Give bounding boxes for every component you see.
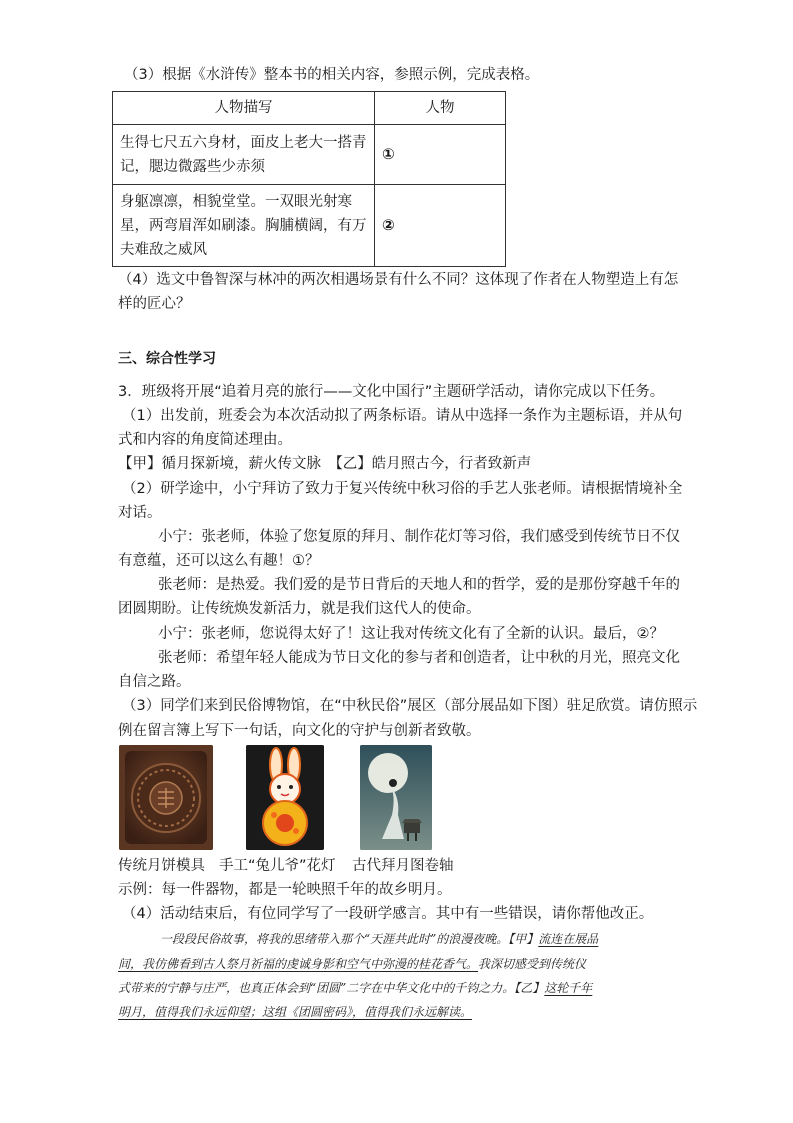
- dialogue-line: 张老师：是热爱。我们爱的是节日背后的天地人和的哲学，爱的是那份穿越千年的: [158, 577, 680, 593]
- description-line: 生得七尺五六身材，面皮上老大一搭青: [120, 134, 367, 151]
- rabbit-lantern-icon: [246, 745, 324, 850]
- dialogue-line: 有意蕴，还可以这么有趣！①？: [118, 553, 320, 569]
- dialogue-line: 小宁：张老师，您说得太好了！这让我对传统文化有了全新的认识。最后，②？: [158, 626, 664, 642]
- essay-segment: 式带来的宁静与庄严，也真正体会到“团圆”二字在中华文化中的千钧之力。【乙】: [118, 981, 545, 995]
- essay-underlined-segment: 间，我仿佛看到古人祭月祈福的虔诚身影和空气中弥漫的桂花香气。: [118, 957, 479, 971]
- caption-moon-scroll: 古代拜月图卷轴: [352, 858, 454, 874]
- essay-line: [118, 1006, 472, 1018]
- task-2-line: 对话。: [118, 505, 162, 521]
- description-line: 记，腮边微露些少赤须: [120, 158, 265, 175]
- table-row: [113, 125, 506, 185]
- table-header-character: 人物: [375, 92, 506, 125]
- moon-worship-scroll-icon: [360, 745, 432, 850]
- table-header-description: 人物描写: [113, 92, 375, 125]
- moon-worship-scroll-image: [360, 745, 432, 850]
- task-1-line: （1）出发前，班委会为本次活动拟了两条标语。请从中选择一条作为主题标语，并从句: [122, 408, 683, 424]
- question-4-line: （4）选文中鲁智深与林冲的两次相遇场景有什么不同？这体现了作者在人物塑造上有怎: [118, 272, 679, 288]
- essay-line: [118, 958, 586, 970]
- caption-rabbit-lantern: 手工“兔儿爷”花灯: [219, 858, 336, 874]
- caption-mooncake-mold: 传统月饼模具: [118, 858, 205, 874]
- question-intro: 3．班级将开展“追着月亮的旅行——文化中国行”主题研学活动，请你完成以下任务。: [118, 384, 665, 400]
- character-table: [112, 91, 506, 267]
- description-cell: [113, 185, 375, 267]
- dialogue-line: 张老师：希望年轻人能成为节日文化的参与者和创造者，让中秋的月光，照亮文化: [158, 650, 680, 666]
- essay-segment: 一段段民俗故事，将我的思绪带入那个“天涯共此时”的浪漫夜晚。【甲】: [160, 932, 539, 946]
- essay-underlined-segment: 这轮千年: [544, 981, 593, 995]
- dialogue-line: 自信之路。: [118, 674, 191, 690]
- mooncake-mold-image: [119, 745, 213, 850]
- blank-marker: ①: [382, 145, 395, 163]
- question-3-heading: （3）根据《水浒传》整本书的相关内容，参照示例，完成表格。: [124, 67, 540, 83]
- dialogue-line: 小宁：张老师，体验了您复原的拜月、制作花灯等习俗，我们感受到传统节日不仅: [158, 529, 680, 545]
- task-1-line: 式和内容的角度简述理由。: [118, 432, 292, 448]
- description-line: 身躯凛凛，相貌堂堂。一双眼光射寒: [120, 193, 352, 210]
- description-cell: [113, 125, 375, 185]
- answer-blank-1[interactable]: [375, 125, 506, 185]
- table-header-row: [113, 92, 506, 125]
- table-row: [113, 185, 506, 267]
- task-2-line: （2）研学途中，小宁拜访了致力于复兴传统中秋习俗的手艺人张老师。请根据情境补全: [122, 481, 683, 497]
- essay-underlined-segment: 流连在展品: [538, 932, 599, 946]
- essay-line: [160, 933, 598, 945]
- dialogue-line: 团圆期盼。让传统焕发新活力，就是我们这代人的使命。: [118, 601, 481, 617]
- example-sentence: 示例：每一件器物，都是一轮映照千年的故乡明月。: [118, 882, 452, 898]
- essay-segment: 我深切感受到传统仪: [478, 957, 587, 971]
- blank-marker: ②: [382, 216, 395, 234]
- question-4-line: 样的匠心？: [118, 296, 191, 312]
- description-line: 夫难敌之威风: [120, 241, 207, 258]
- task-4-instruction: （4）活动结束后，有位同学写了一段研学感言。其中有一些错误，请你帮他改正。: [122, 906, 654, 922]
- slogans: 【甲】循月探新境，薪火传文脉 【乙】皓月照古今，行者致新声: [118, 456, 532, 472]
- section-title: 三、综合性学习: [118, 351, 216, 367]
- task-3-line: 例在留言簿上写下一句话，向文化的守护与创新者致敬。: [118, 723, 481, 739]
- essay-underlined-segment: 明月，值得我们永远仰望；这组《团圆密码》，值得我们永远解读。: [118, 1005, 473, 1019]
- essay-line: [118, 982, 592, 994]
- task-3-line: （3）同学们来到民俗博物馆，在“中秋民俗”展区（部分展品如下图）驻足欣赏。请仿照示: [122, 698, 698, 714]
- description-line: 星，两弯眉浑如刷漆。胸脯横阔，有万: [120, 217, 367, 234]
- rabbit-lantern-image: [246, 745, 324, 850]
- answer-blank-2[interactable]: [375, 185, 506, 267]
- mooncake-mold-icon: [119, 745, 213, 850]
